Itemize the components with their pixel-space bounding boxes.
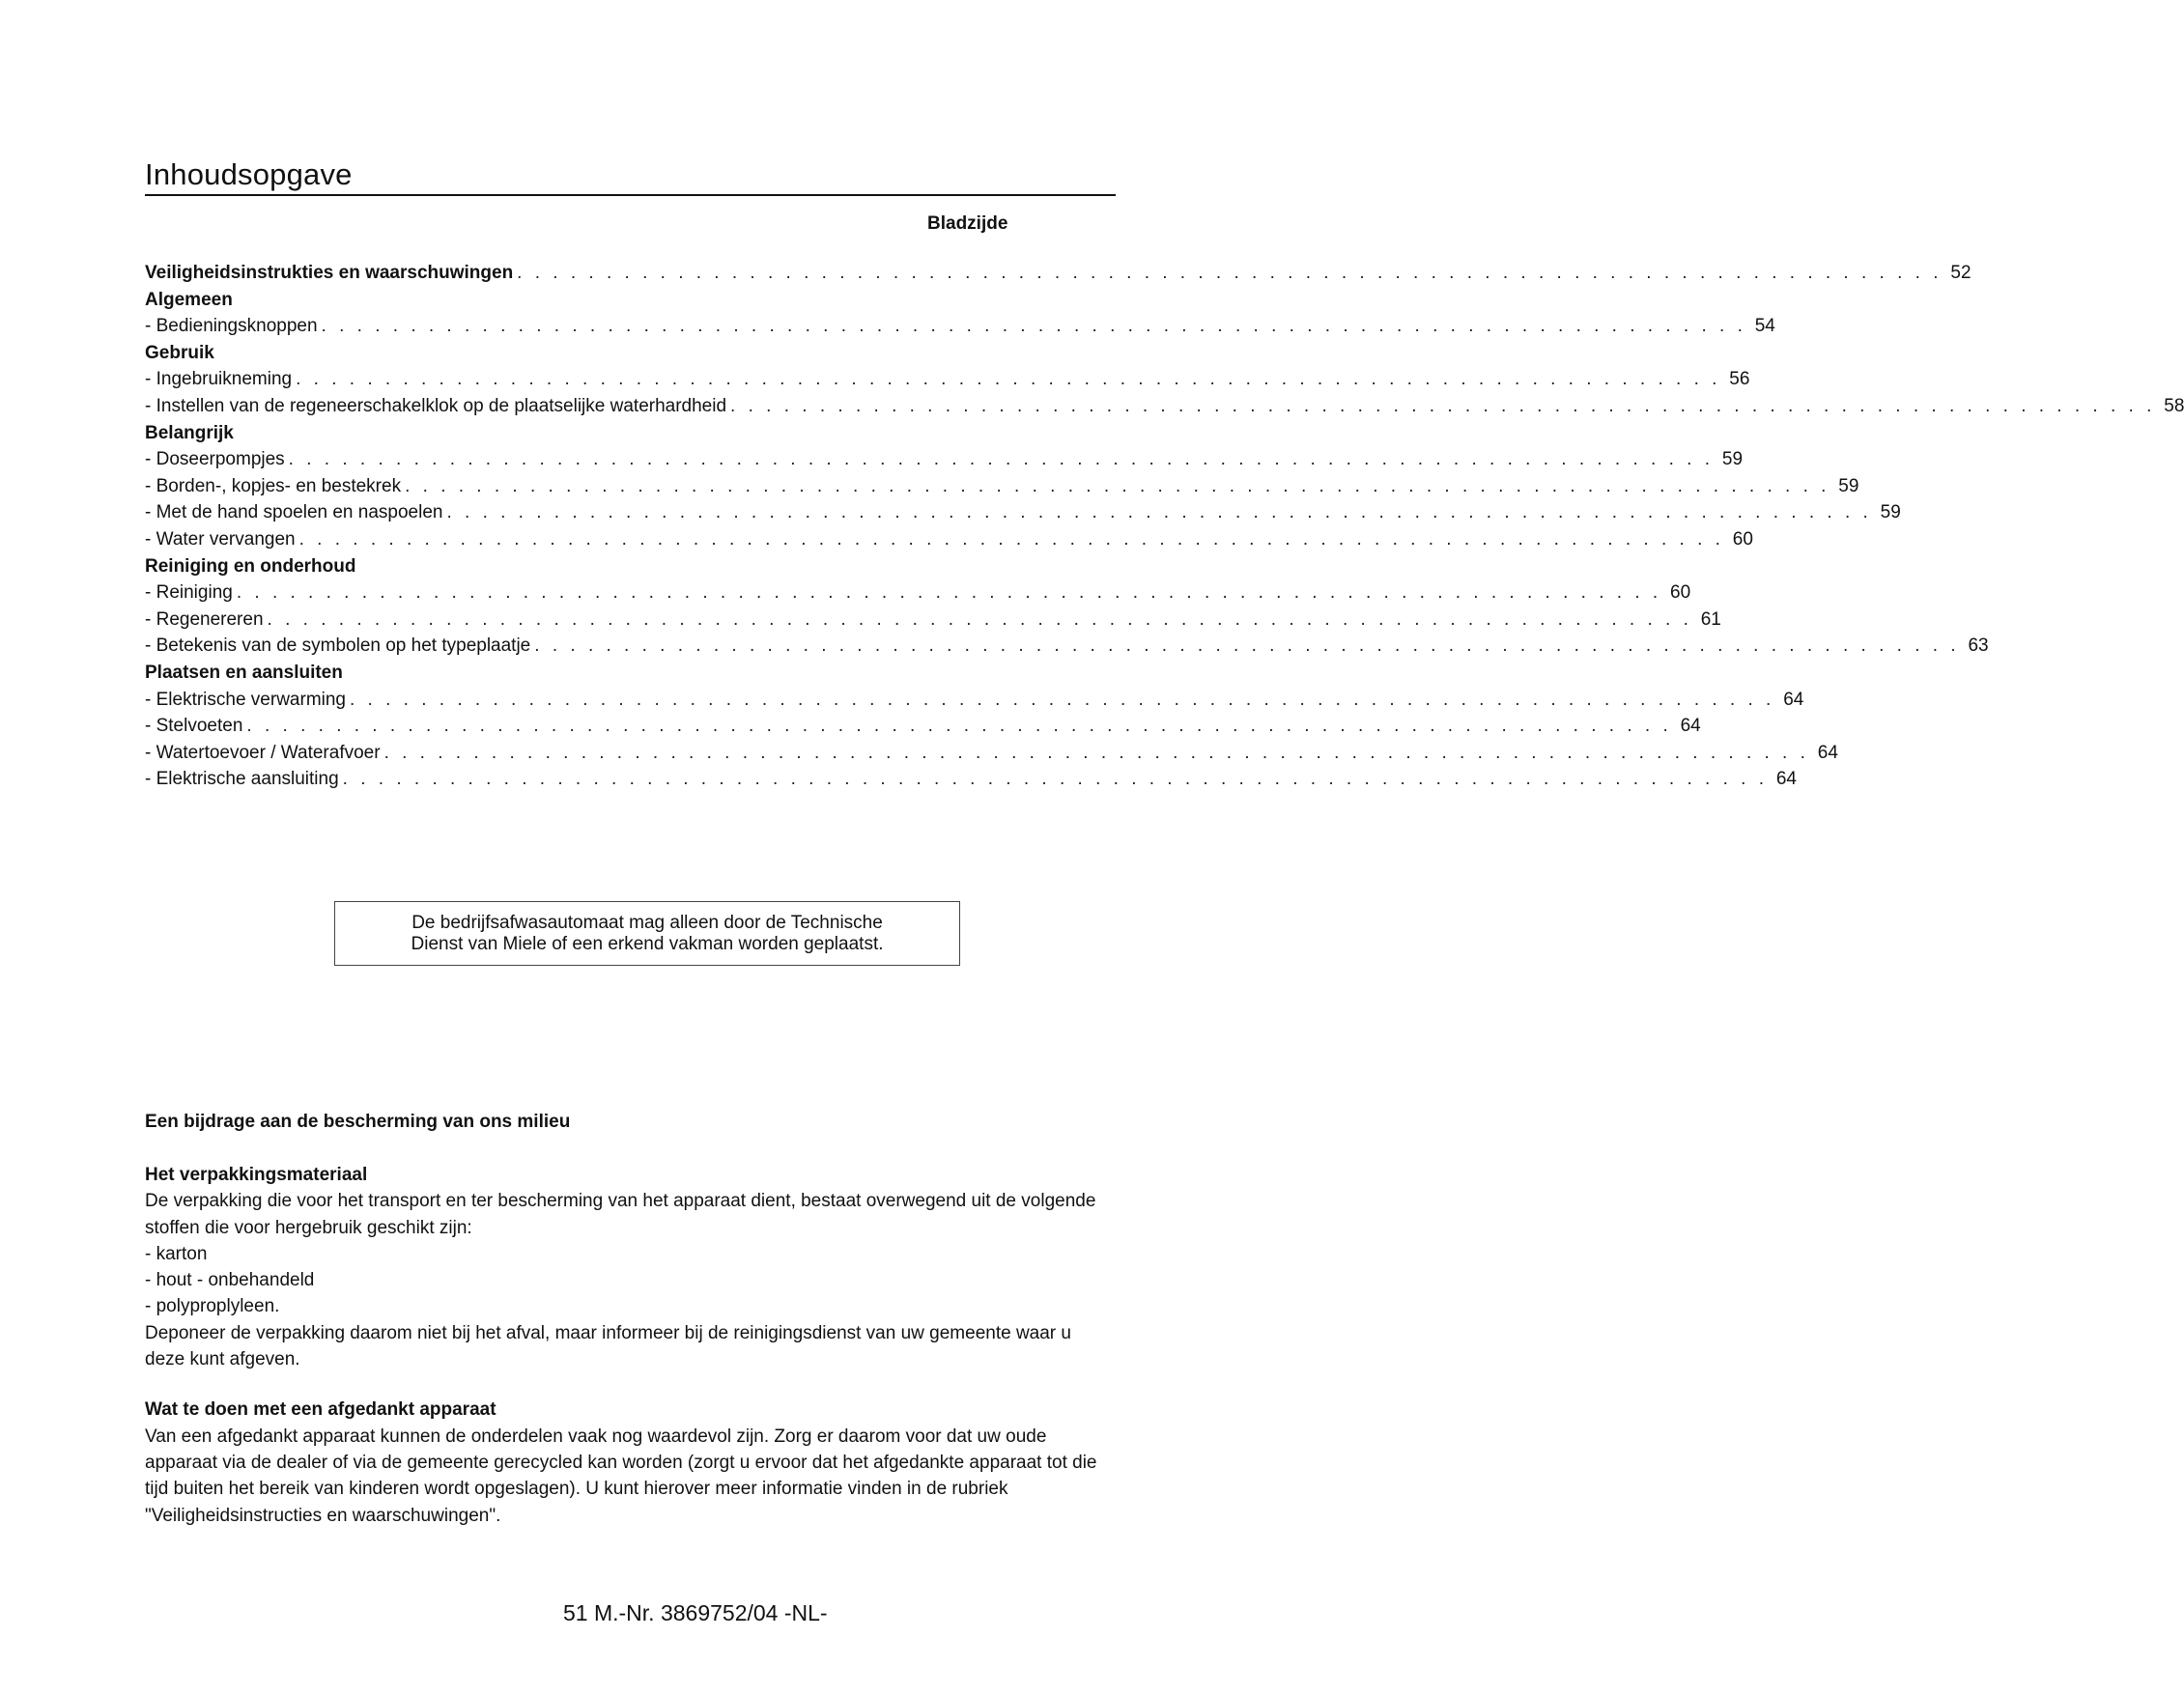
toc-page-number: 58 xyxy=(2164,395,2184,416)
toc-label: - Met de hand spoelen en naspoelen xyxy=(145,502,443,523)
packaging-heading: Het verpakkingsmateriaal xyxy=(145,1165,368,1185)
toc-leader-dots: . . . . . . . . . . . . . . . . . . . . . . . . . . . . . . . . . . . . . . . . . . . . . . . . . . . . . . . . . . . . . . . . . . . . . . . . . . . . . . . . xyxy=(342,769,1768,790)
page-title: Inhoudsopgave xyxy=(145,157,1116,196)
toc-entry xyxy=(145,633,1989,660)
toc-entry xyxy=(145,260,1971,287)
toc-page-number: 64 xyxy=(1775,769,1797,790)
toc-entry xyxy=(145,446,1744,473)
page-footer: 51 M.-Nr. 3869752/04 -NL- xyxy=(563,1600,828,1625)
toc-entry xyxy=(145,687,1804,714)
packaging-item: - hout - onbehandeld xyxy=(145,1270,315,1291)
toc-leader-dots: . . . . . . . . . . . . . . . . . . . . . . . . . . . . . . . . . . . . . . . . . . . . . . . . . . . . . . . . . . . . . . . . . . . . . . . . . . . . . . . . xyxy=(730,395,2156,416)
toc-label: Belangrijk xyxy=(145,422,234,443)
toc-heading xyxy=(145,340,956,367)
toc-entry xyxy=(145,313,1775,340)
toc-page-number: 54 xyxy=(1754,316,1775,337)
toc-entry xyxy=(145,766,1797,793)
toc-entry xyxy=(145,607,1721,634)
toc-label: Plaatsen en aansluiten xyxy=(145,662,343,683)
toc-leader-dots: . . . . . . . . . . . . . . . . . . . . . . . . . . . . . . . . . . . . . . . . . . . . . . . . . . . . . . . . . . . . . . . . . . . . . . . . . . . . . . . . xyxy=(246,716,1672,737)
toc-page-number: 64 xyxy=(1783,689,1804,710)
environment-section xyxy=(145,1162,1101,1529)
toc-entry xyxy=(145,579,1691,607)
installation-notice xyxy=(334,901,960,966)
toc-page-number: 60 xyxy=(1670,582,1691,604)
toc-page-number: 60 xyxy=(1732,528,1753,550)
toc-page-number: 63 xyxy=(1968,635,1989,657)
toc-leader-dots: . . . . . . . . . . . . . . . . . . . . . . . . . . . . . . . . . . . . . . . . . . . . . . . . . . . . . . . . . . . . . . . . . . . . . . . . . . . . . . . . xyxy=(236,582,1662,604)
toc-leader-dots: . . . . . . . . . . . . . . . . . . . . . . . . . . . . . . . . . . . . . . . . . . . . . . . . . . . . . . . . . . . . . . . . . . . . . . . . . . . . . . . . xyxy=(534,635,1960,657)
toc-label: - Borden-, kopjes- en bestekrek xyxy=(145,475,402,496)
toc-page-number: 64 xyxy=(1817,742,1838,763)
toc-entry xyxy=(145,740,1838,767)
toc-leader-dots: . . . . . . . . . . . . . . . . . . . . . . . . . . . . . . . . . . . . . . . . . . . . . . . . . . . . . . . . . . . . . . . . . . . . . . . . . . . . . . . . xyxy=(288,449,1715,470)
packaging-intro: De verpakking die voor het transport en ter bescherming van het apparaat dient, bestaat overwegend uit de volgende stoffen die voor hergebruik geschikt zijn: xyxy=(145,1191,1096,1238)
packaging-item: - polyproplyleen. xyxy=(145,1296,280,1317)
toc-entry xyxy=(145,526,1753,553)
toc-page-number: 59 xyxy=(1721,449,1744,470)
toc-label: - Bedieningsknoppen xyxy=(145,316,318,337)
notice-line-1: De bedrijfsafwasautomaat mag alleen door de Technische xyxy=(411,912,883,933)
toc-label: - Betekenis van de symbolen op het typeplaatje xyxy=(145,635,531,657)
toc-page-number: 61 xyxy=(1700,608,1721,630)
toc-label: Veiligheidsinstrukties en waarschuwingen xyxy=(145,263,514,283)
toc-label: - Water vervangen xyxy=(145,528,296,550)
toc-label: - Watertoevoer / Waterafvoer xyxy=(145,742,381,763)
toc-leader-dots: . . . . . . . . . . . . . . . . . . . . . . . . . . . . . . . . . . . . . . . . . . . . . . . . . . . . . . . . . . . . . . . . . . . . . . . . . . . . . . . . xyxy=(321,316,1746,337)
packaging-outro: Deponeer de verpakking daarom niet bij het afval, maar informeer bij de reinigingsdienst van uw gemeente waar u deze kunt afgeven. xyxy=(145,1322,1071,1370)
toc-label: Reiniging en onderhoud xyxy=(145,555,356,577)
toc-page-number: 64 xyxy=(1680,716,1701,737)
toc-label: - Doseerpompjes xyxy=(145,449,285,470)
toc-label: Gebruik xyxy=(145,342,214,363)
page-column-label: Bladzijde xyxy=(927,213,1008,234)
toc-heading xyxy=(145,553,956,580)
toc-label: - Elektrische verwarming xyxy=(145,689,346,710)
toc-leader-dots: . . . . . . . . . . . . . . . . . . . . . . . . . . . . . . . . . . . . . . . . . . . . . . . . . . . . . . . . . . . . . . . . . . . . . . . . . . . . . . . . xyxy=(446,502,1872,523)
disposal-heading: Wat te doen met een afgedankt apparaat xyxy=(145,1399,496,1421)
notice-line-2: Dienst van Miele of een erkend vakman worden geplaatst. xyxy=(411,933,884,954)
toc-entry xyxy=(145,393,2184,420)
toc-entry xyxy=(145,366,1750,393)
toc-page-number: 52 xyxy=(1950,263,1971,283)
toc-page-number: 59 xyxy=(1838,475,1859,496)
toc-leader-dots: . . . . . . . . . . . . . . . . . . . . . . . . . . . . . . . . . . . . . . . . . . . . . . . . . . . . . . . . . . . . . . . . . . . . . . . . . . . . . . . . xyxy=(267,608,1692,630)
packaging-item: - karton xyxy=(145,1243,208,1264)
toc-label: Algemeen xyxy=(145,289,233,310)
environment-heading: Een bijdrage aan de bescherming van ons milieu xyxy=(145,1112,571,1132)
toc-heading xyxy=(145,420,956,447)
toc-label: - Reiniging xyxy=(145,582,233,604)
toc-page-number: 56 xyxy=(1729,369,1750,390)
toc-leader-dots: . . . . . . . . . . . . . . . . . . . . . . . . . . . . . . . . . . . . . . . . . . . . . . . . . . . . . . . . . . . . . . . . . . . . . . . . . . . . . . . . xyxy=(350,689,1775,710)
toc-label: - Stelvoeten xyxy=(145,716,243,737)
disposal-text: Van een afgedankt apparaat kunnen de onderdelen vaak nog waardevol zijn. Zorg er daarom voor dat uw oude apparaat via de dealer of via de gemeente gerecycled kan worden (zorgt u ervoor dat het afgedankte apparaat tot die tijd buiten het bereik van kinderen wordt opgeslagen). U kunt hierover meer informatie vinden in de rubriek "Veiligheidsinstructies en waarschuwingen". xyxy=(145,1426,1097,1526)
toc-heading xyxy=(145,287,956,314)
toc-label: - Regenereren xyxy=(145,608,264,630)
toc-entry xyxy=(145,473,1859,500)
toc-label: - Ingebruikneming xyxy=(145,369,293,390)
toc-page-number: 59 xyxy=(1880,502,1901,523)
toc-leader-dots: . . . . . . . . . . . . . . . . . . . . . . . . . . . . . . . . . . . . . . . . . . . . . . . . . . . . . . . . . . . . . . . . . . . . . . . . . . . . . . . . xyxy=(517,263,1943,283)
toc-label: - Instellen van de regeneerschakelklok op de plaatselijke waterhardheid xyxy=(145,395,727,416)
toc-entry xyxy=(145,499,1901,526)
toc-leader-dots: . . . . . . . . . . . . . . . . . . . . . . . . . . . . . . . . . . . . . . . . . . . . . . . . . . . . . . . . . . . . . . . . . . . . . . . . . . . . . . . . xyxy=(296,369,1721,390)
toc-leader-dots: . . . . . . . . . . . . . . . . . . . . . . . . . . . . . . . . . . . . . . . . . . . . . . . . . . . . . . . . . . . . . . . . . . . . . . . . . . . . . . . . xyxy=(383,742,1809,763)
table-of-contents xyxy=(145,260,2184,793)
toc-entry xyxy=(145,713,1701,740)
toc-label: - Elektrische aansluiting xyxy=(145,769,339,790)
toc-leader-dots: . . . . . . . . . . . . . . . . . . . . . . . . . . . . . . . . . . . . . . . . . . . . . . . . . . . . . . . . . . . . . . . . . . . . . . . . . . . . . . . . xyxy=(405,475,1830,496)
toc-leader-dots: . . . . . . . . . . . . . . . . . . . . . . . . . . . . . . . . . . . . . . . . . . . . . . . . . . . . . . . . . . . . . . . . . . . . . . . . . . . . . . . . xyxy=(298,528,1724,550)
toc-heading xyxy=(145,660,956,687)
